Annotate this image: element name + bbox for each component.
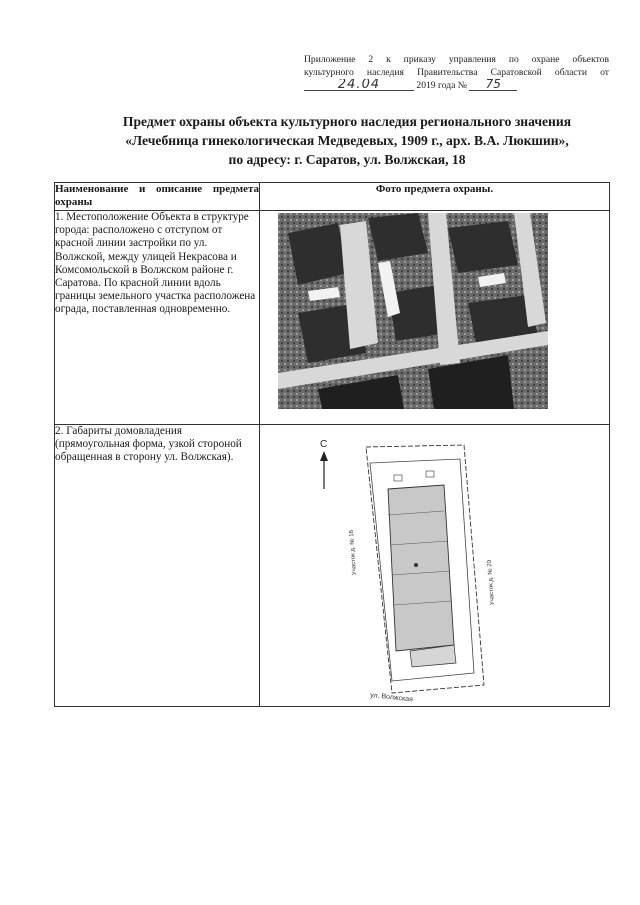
annex-note xyxy=(304,54,609,93)
site-plan-image xyxy=(276,435,536,703)
annex-year-text: 2019 года № xyxy=(416,80,467,92)
protection-table xyxy=(54,182,610,707)
title-line-3: по адресу: г. Саратов, ул. Волжская, 18 xyxy=(228,152,466,167)
aerial-photo-image xyxy=(278,213,548,409)
handwritten-date: 24.04 xyxy=(304,79,414,91)
row-2-plan-cell xyxy=(260,425,610,707)
annex-line-2: культурного наследия Правительства Саратовской области от xyxy=(304,66,609,78)
row-2-description: 2. Габариты домовладения (прямоугольная форма, узкой стороной обращенная в сторону ул. Волжская). xyxy=(55,425,260,707)
north-label: С xyxy=(320,439,328,450)
handwritten-number: 75 xyxy=(469,79,517,91)
north-arrow xyxy=(320,439,328,489)
header-photo: Фото предмета охраны. xyxy=(260,183,610,211)
table-row xyxy=(55,425,610,707)
title-line-1: Предмет охраны объекта культурного наследия регионального значения xyxy=(122,114,572,129)
annex-line-1: Приложение 2 к приказу управления по охране объектов xyxy=(304,54,609,65)
right-side-label: Участок д. № 20 xyxy=(486,559,496,606)
annex-line-3 xyxy=(304,79,609,93)
row-1-description: 1. Местоположение Объекта в структуре города: расположено с отступом от красной линии застройки по ул. Волжской, между улицей Некрасова и Комсомольской в Волжском районе г. Саратова. По красной линии вдоль границы земельного участка расположена ограда, поставленная одновременно. xyxy=(55,211,260,425)
left-side-label: Участок д. № 16 xyxy=(348,529,358,576)
header-name-description: Наименование и описание предмета охраны xyxy=(55,183,260,211)
row-1-photo-cell xyxy=(260,211,610,425)
table-header-row xyxy=(55,183,610,211)
street-bottom-label: ул. Волжская xyxy=(369,692,414,703)
table-row xyxy=(55,211,610,425)
title-line-2: «Лечебница гинекологическая Медведевых, 1909 г., арх. В.А. Люкшин», xyxy=(125,133,569,148)
document-title xyxy=(82,112,612,169)
